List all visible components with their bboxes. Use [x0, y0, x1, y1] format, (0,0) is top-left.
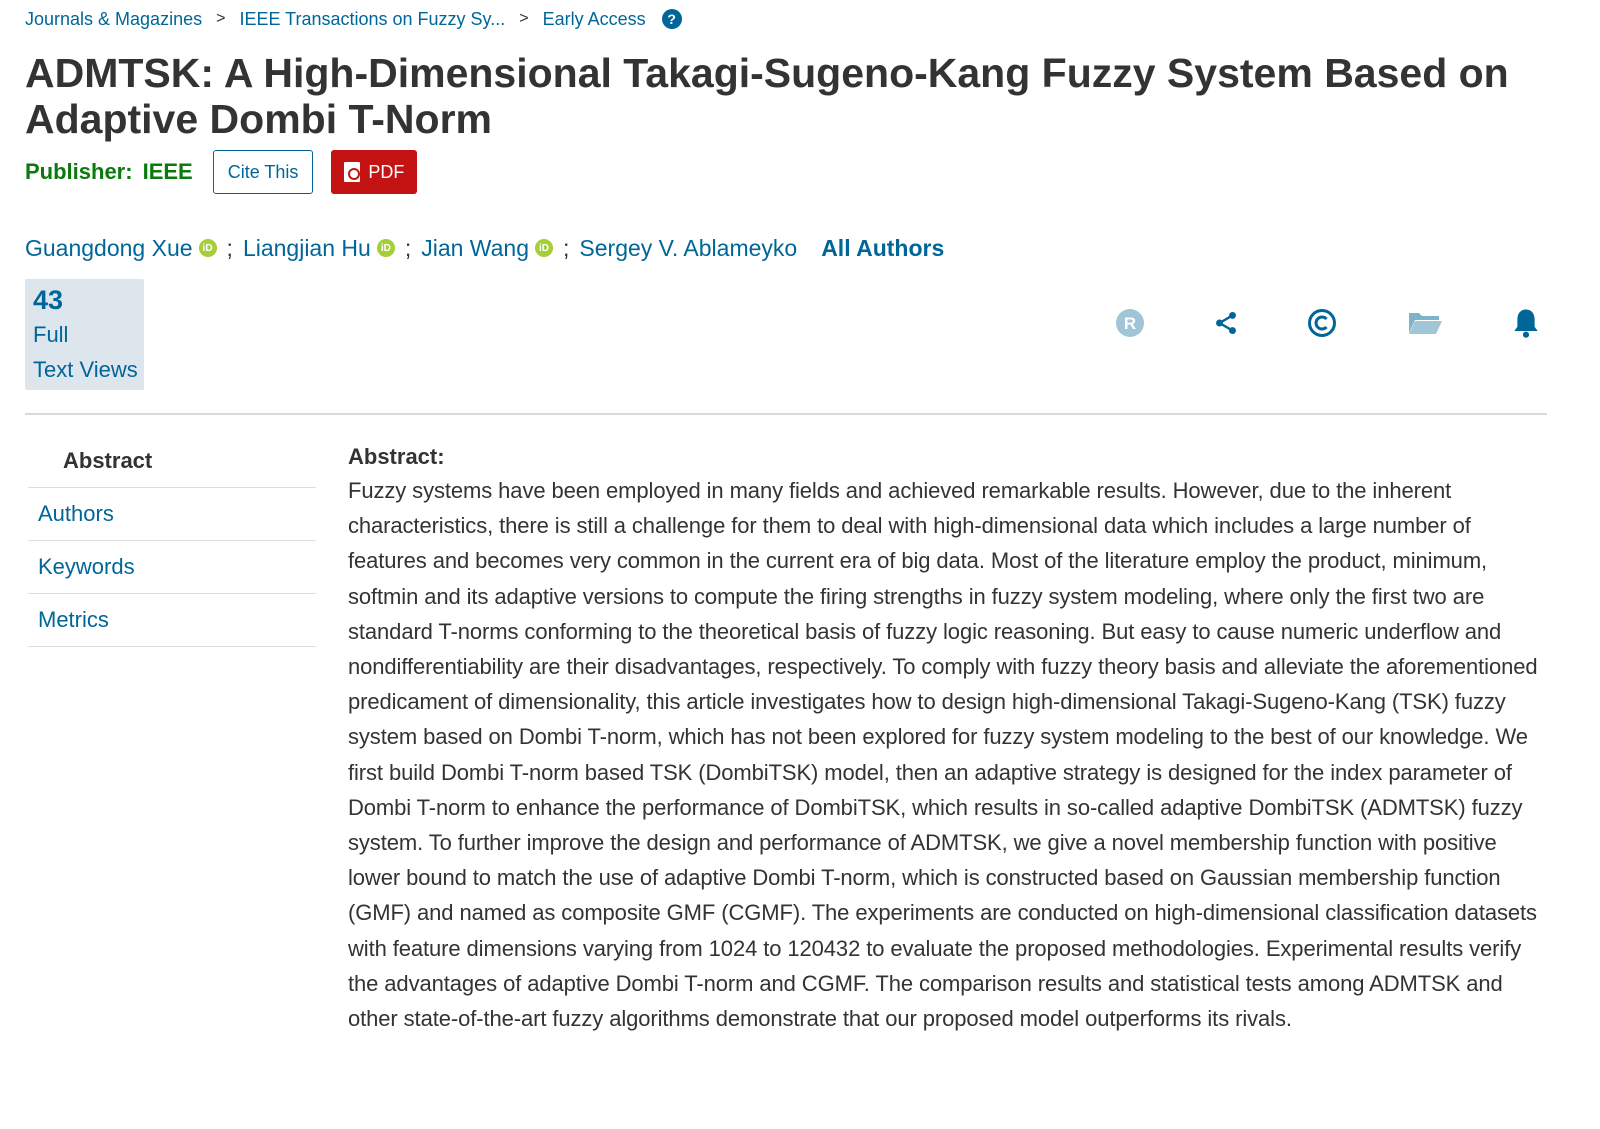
header-divider — [25, 413, 1547, 415]
rights-permissions-button[interactable] — [1110, 303, 1150, 343]
alerts-button[interactable] — [1506, 303, 1546, 343]
nav-abstract[interactable]: Abstract — [28, 435, 316, 488]
folder-icon — [1407, 309, 1443, 337]
copyright-button[interactable] — [1302, 303, 1342, 343]
page-title: ADMTSK: A High-Dimensional Takagi-Sugeno-Kang Fuzzy System Based on Adaptive Dombi T-Norm — [25, 50, 1509, 142]
document-sections-nav — [28, 435, 316, 647]
cite-this-button[interactable]: Cite This — [213, 150, 314, 194]
breadcrumb-ieee-transactions[interactable]: IEEE Transactions on Fuzzy Sy... — [239, 8, 506, 29]
nav-metrics[interactable]: Metrics — [28, 594, 316, 647]
breadcrumb-early-access[interactable]: Early Access — [542, 8, 646, 29]
full-text-views-count: 43 — [33, 285, 64, 315]
author-link[interactable]: Sergey V. Ablameyko — [579, 234, 798, 261]
author-link[interactable]: Liangjian Hu — [242, 234, 371, 261]
publisher-name: IEEE — [142, 159, 193, 184]
author-link[interactable]: Jian Wang — [421, 234, 530, 261]
rights-letter: R — [1123, 314, 1137, 333]
breadcrumb-journals-magazines[interactable]: Journals & Magazines — [25, 8, 203, 29]
author-separator: ; — [404, 234, 412, 261]
rights-icon — [1115, 308, 1145, 338]
orcid-icon[interactable]: iD — [199, 239, 217, 257]
author-separator: ; — [563, 234, 570, 261]
orcid-icon[interactable]: iD — [535, 239, 553, 257]
author-list — [25, 233, 944, 263]
nav-authors[interactable]: Authors — [28, 488, 316, 541]
breadcrumb-separator: > — [216, 10, 226, 27]
bell-icon — [1511, 307, 1541, 339]
full-text-views-metric[interactable] — [25, 279, 144, 390]
share-button[interactable] — [1206, 303, 1246, 343]
all-authors-link[interactable]: All Authors — [821, 234, 945, 261]
publisher-label: Publisher: — [25, 159, 133, 184]
pdf-icon — [344, 162, 360, 182]
publisher — [25, 159, 193, 185]
copyright-icon — [1307, 308, 1337, 338]
orcid-icon[interactable]: iD — [377, 239, 395, 257]
share-icon — [1213, 310, 1239, 336]
breadcrumb — [25, 6, 682, 32]
abstract-section — [348, 442, 1548, 1036]
author-link[interactable]: Guangdong Xue — [25, 234, 193, 261]
author-separator: ; — [226, 234, 233, 261]
help-icon[interactable]: ? — [662, 9, 682, 29]
full-text-views-label-line1: Full — [33, 322, 69, 347]
pdf-button-label: PDF — [368, 161, 405, 182]
save-to-folder-button[interactable] — [1405, 303, 1445, 343]
publisher-row — [25, 150, 417, 194]
breadcrumb-separator: > — [519, 10, 529, 27]
nav-keywords[interactable]: Keywords — [28, 541, 316, 594]
pdf-button[interactable] — [331, 150, 417, 194]
abstract-text: Fuzzy systems have been employed in many fields and achieved remarkable results. However, due to the inherent characteristics, there is still a challenge for them to deal with high-dimensional data which includes a large number of features and becomes very common in the current era of big data. Most of the literature employ the product, minimum, softmin and its adaptive versions to compute the firing strengths in fuzzy system modeling, where only the first two are standard T-norms conforming to the theoretical basis of fuzzy logic reasoning. But easy to cause numeric underflow and nondifferentiability are their disadvantages, respectively. To comply with fuzzy theory basis and alleviate the aforementioned predicament of dimensionality, this article investigates how to design high-dimensional Takagi-Sugeno-Kang (TSK) fuzzy system based on Dombi T-norm, which has not been explored for fuzzy system modeling to the best of our knowledge. We first build Dombi T-norm based TSK (DombiTSK) model, then an adaptive strategy is designed for the index parameter of Dombi T-norm to enhance the performance of DombiTSK, which results in so-called adaptive DombiTSK (ADMTSK) fuzzy system. To further improve the design and performance of ADMTSK, we give a novel membership function with positive lower bound to match the use of adaptive Dombi T-norm, which is constructed based on Gaussian membership function (GMF) and named as composite GMF (CGMF). The experiments are conducted on high-dimensional classification datasets with feature dimensions varying from 1024 to 120432 to evaluate the proposed methodologies. Experimental results verify the advantages of adaptive Dombi T-norm and CGMF. The comparison results and statistical tests among ADMTSK and other state-of-the-art fuzzy algorithms demonstrate that our proposed model outperforms its rivals. — [348, 478, 1538, 1032]
abstract-heading: Abstract: — [348, 444, 445, 469]
full-text-views-label-line2: Text Views — [33, 357, 138, 382]
